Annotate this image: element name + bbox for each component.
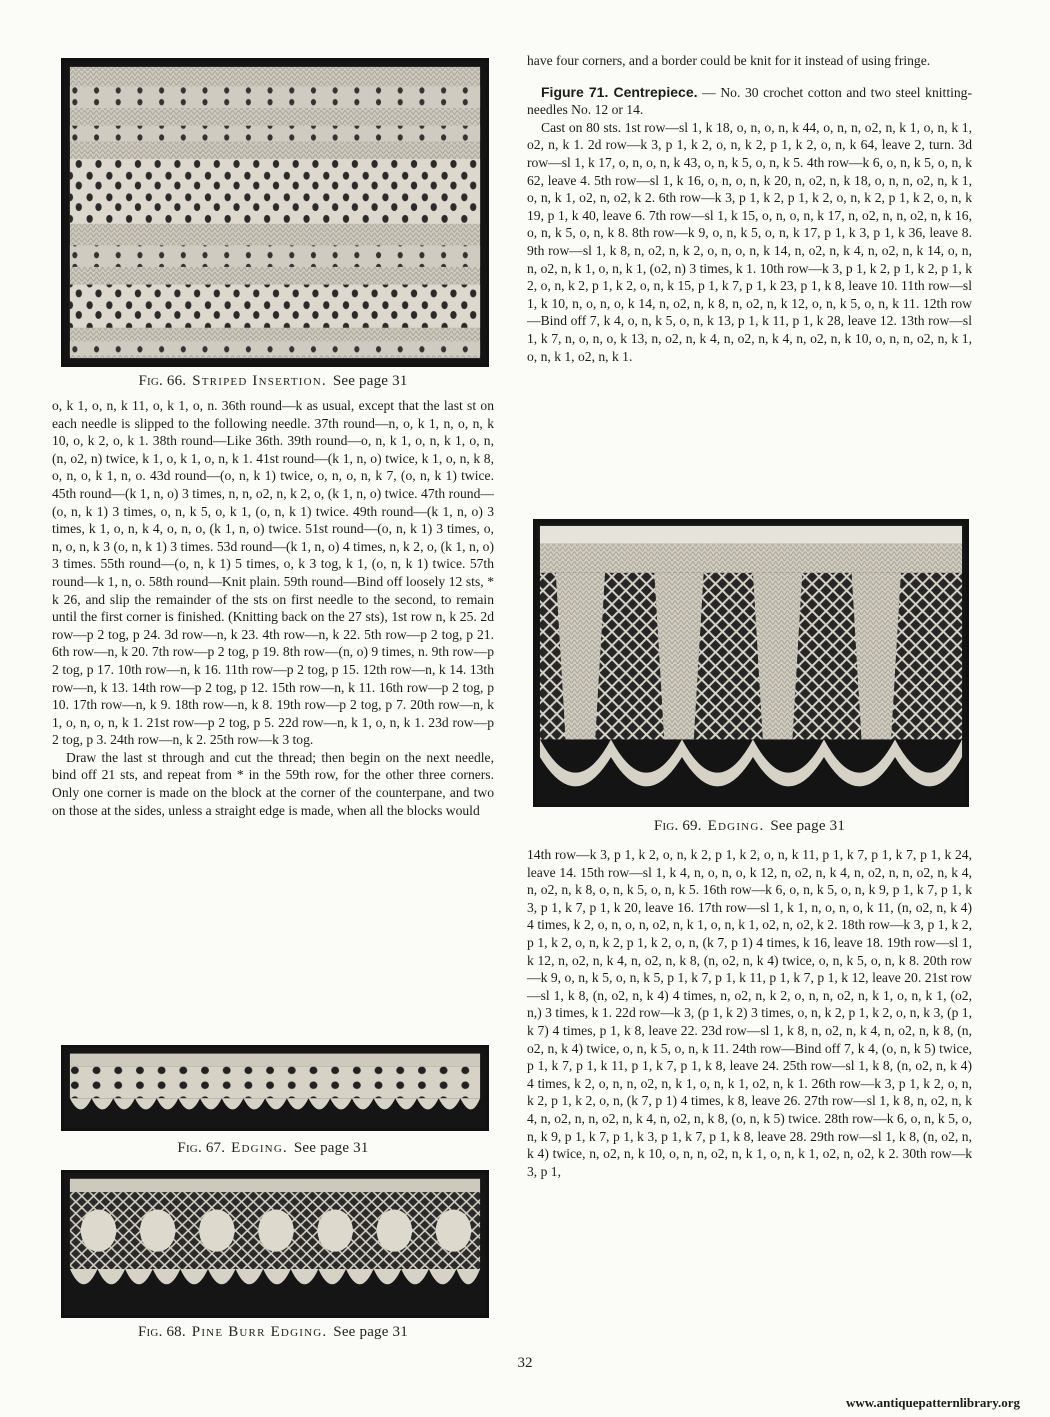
edging-photo (64, 1048, 486, 1128)
figure-67-image (61, 1045, 489, 1131)
figure-66-image (61, 58, 489, 367)
figure-label: Fig. 66. (138, 373, 187, 389)
pine-burr-edging-photo (64, 1173, 486, 1315)
figure-reference: See page 31 (293, 1140, 369, 1156)
figure-71-paragraph (527, 84, 972, 119)
figure-67-caption (52, 1140, 494, 1157)
figure-title: Edging. (231, 1140, 288, 1156)
figure-title: Edging. (707, 818, 765, 834)
figure-label: Fig. 67. (177, 1140, 226, 1156)
edging-photo (536, 522, 966, 804)
footer-url[interactable]: www.antiquepatternlibrary.org (845, 1395, 1020, 1410)
figure-66-caption (52, 373, 494, 390)
left-body-text (52, 397, 494, 819)
figure-68-caption (52, 1324, 494, 1341)
figure-reference: See page 31 (332, 373, 408, 389)
paragraph: Draw the last st through and cut the thread; then begin on the next needle, bind off 21 sts, and repeat from * in the 59th row, for the other three corners. Only one corner is made on the block at the corner of the counterpane, and two on those at the sides, unless a straight edge is made, when all the blocks would (52, 749, 494, 818)
figure-label: Fig. 69. (653, 818, 702, 834)
paragraph: Cast on 80 sts. 1st row—sl 1, k 18, o, n, o, n, k 44, o, n, n, o2, n, k 1, o, n, k 1, o2, n, k 1. 2d row—k 3, p 1, k 2, o, n, k 2, p 1, k 2, o, n, k 64, leave 2, turn. 3d row—sl 1, k 17, o, n, o, n, k 43, o, n, k 5, o, n, k 5. 4th row—k 6, o, n, k 5, o, n, k 62, leave 4. 5th row—sl 1, k 16, o, n, o, n, k 20, n, o2, n, k 18, o, n, n, o2, n, k 1, o, n, k 1, o2, n, o2, k 2. 6th row—k 3, p 1, k 2, p 1, k 2, o, n, k 2, p 1, k 2, o, n, k 19, p 1, k 40, leave 6. 7th row—sl 1, k 15, o, n, o, n, k 17, n, o2, n, n, o2, n, k 16, o, n, k 5, o, n, k 8. 8th row—k 9, o, n, k 5, o, n, k 17, p 1, k 3, p 1, k 36, leave 8. 9th row—sl 1, k 8, n, o2, n, k 2, o, n, o, n, k 14, n, o2, n, k 4, n, o2, n, k 14, o, n, n, o2, n, k 1, o, n, k 1, (o2, n) 3 times, k 1. 10th row—k 3, p 1, k 2, p 1, k 2, p 1, k 2, o, n, k 2, p 1, k 2, o, n, k 15, p 1, k 7, p 1, k 23, p 1, k 8, leave 10. 11th row—sl 1, k 10, n, o, n, o, k 14, n, o2, n, k 8, n, o2, n, k 12, o, n, k 5, o, n, k 11. 12th row—Bind off 7, k 4, o, n, k 5, o, n, k 13, p 1, k 11, p 1, k 28, leave 12. 13th row—sl 1, k 7, n, o, n, o, k 13, n, o2, n, k 4, n, o2, n, k 4, n, o2, n, k 10, o, n, n, o2, n, k 1, o, n, k 1, o2, n, k 1. (527, 119, 972, 364)
right-top-text (527, 52, 972, 365)
figure-68-image (61, 1170, 489, 1318)
figure-69-image (533, 519, 969, 807)
page-number: 32 (517, 1355, 533, 1371)
figure-reference: See page 31 (770, 818, 846, 834)
figure-title: Pine Burr Edging. (191, 1324, 328, 1340)
figure-label: Fig. 68. (138, 1324, 186, 1340)
paragraph: 14th row—k 3, p 1, k 2, o, n, k 2, p 1, k 2, o, n, k 11, p 1, k 7, p 1, k 7, p 1, k 24, leave 14. 15th row—sl 1, k 4, n, o, n, o, k 12, n, o2, n, k 4, n, o2, n, n, o2, n, k 4, n, o2, n, k 8, o, n, k 5, o, n, k 5. 16th row—k 6, o, n, k 5, o, n, k 9, p 1, k 7, p 1, k 3, p 1, k 7, p 1, k 20, leave 16. 17th row—sl 1, k 1, n, o, n, o, k 11, (n, o2, n, k 4) 4 times, k 2, o, n, o, n, o2, n, k 1, o, n, k 1, o2, n, o2, k 2. 18th row—k 3, p 1, k 2, p 1, k 2, o, n, k 2, p 1, k 2, o, n, (k 7, p 1) 4 times, k 16, leave 18. 19th row—sl 1, k 12, n, o2, n, k 4, n, o2, n, k 8, (n, o2, n, k 4) twice, o, n, k 5, o, n, k 8. 20th row—k 9, o, n, k 5, o, n, k 5, p 1, k 7, p 1, k 11, p 1, k 7, p 1, k 12, leave 20. 21st row—sl 1, k 8, (n, o2, n, k 4) 4 times, n, o2, n, k 2, o, n, n, o2, n, k 1, o, n, k 1, (o2, n,) 3 times, k 1. 22d row—k 3, (p 1, k 2) 3 times, o, n, k 2, p 1, k 2, o, n, k 3, (p 1, k 7) 4 times, p 1, k 8, leave 22. 23d row—sl 1, k 8, n, o2, n, k 4, n, o2, n, k 8, (n, o2, n, k 4) twice, o, n, k 5, o, n, k 11. 24th row—Bind off 7, k 4, (o, n, k 5) twice, p 1, k 7, p 1, k 11, p 1, k 7, p 1, k 8, leave 24. 25th row—sl 1, k 8, (n, o2, n, k 4) 4 times, k 2, o, n, n, o2, n, k 1, o, n, k 1, o2, n, k 1. 26th row—k 3, p 1, k 2, o, n, k 2, p 1, k 2, o, n, (k 7, p 1) 4 times, k 8, leave 26. 27th row—sl 1, k 8, n, o2, n, k 4, n, o2, n, n, o2, n, k 4, n, o2, n, k 8, (o, n, k 5) twice. 28th row—k 6, o, n, k 5, o, n, k 9, p 1, k 7, p 1, k 3, p 1, k 7, p 1, k 8, leave 28. 29th row—sl 1, k 8, (n, o2, n, k 4) twice, n, o2, n, k 10, o, n, n, o2, n, k 1, o, n, k 1, o2, n, o2, k 2. 30th row—k 3, p 1, (527, 847, 972, 1179)
figure-title: Striped Insertion. (192, 373, 327, 389)
figure-71-intro: — No. 30 crochet cotton and two steel knitting-needles No. 12 or 14. (527, 84, 972, 118)
paragraph: o, k 1, o, n, k 11, o, k 1, o, n. 36th round—k as usual, except that the last st on each needle is slipped to the following needle. 37th round—n, o, k 1, n, o, n, k 10, o, k 2, o, k 1. 38th round—Like 36th. 39th round—o, n, k 1, o, n, k 1, o, n, (n, o2, n) twice, k 1, o, k 1, o, n, k 1. 41st round—(k 1, n, o) twice, k 1, o, n, k 8, o, n, o, k 1, n, o. 43d round—(o, n, k 1) twice, o, n, o, n, k 7, (o, n, k 1) twice. 45th round—(k 1, n, o) 3 times, n, n, o2, n, k 2, o, (k 1, n, o) twice. 47th round—(o, n, k 1) 3 times, o, n, k 5, o, k 1, (o, n, k 1) twice. 49th round—(k 1, n, o) 3 times, k 1, o, n, k 4, o, n, o, (k 1, n, o) twice. 51st round—(o, n, k 1) 3 times, o, n, o, n, k 3 (o, n, k 1) 3 times. 53d round—(k 1, n, o) 4 times, n, k 2, o, (k 1, n, o) 3 times. 55th round—(o, n, k 1) 5 times, o, k 3 tog, k 1, (o, n, k 1) twice. 57th round—k 1, n, o. 58th round—Knit plain. 59th round—Bind off loosely 12 sts, * k 26, and slip the remainder of the sts on first needle to the second, to remain until the first corner is finished. (Knitting back on the 27 sts), 1st row n, k 25. 2d row—p 2 tog, p 24. 3d row—n, k 23. 4th row—n, k 22. 5th row—p 2 tog, p 21. 6th row—n, k 20. 7th row—p 2 tog, p 19. 8th row—(n, o) 9 times, n. 9th row—p 2 tog, p 17. 10th row—n, k 16. 11th row—p 2 tog, p 15. 12th row—n, k 14. 13th row—n, k 13. 14th row—p 2 tog, p 12. 15th row—n, k 11. 16th row—p 2 tog, p 10. 17th row—n, k 9. 18th row—n, k 8. 19th row—p 2 tog, p 7. 20th row—n, k 1, o, n, o, n, k 1. 21st row—p 2 tog, p 5. 22d row—n, k 1, o, n, k 1. 23d row—p 2 tog, p 3. 24th row—n, k 2. 25th row—k 3 tog. (52, 398, 494, 748)
right-bottom-text (527, 846, 972, 1180)
figure-71-heading: Figure 71. Centrepiece. (541, 83, 698, 100)
figure-69-caption (527, 818, 972, 835)
paragraph: have four corners, and a border could be knit for it instead of using fringe. (527, 53, 931, 68)
figure-reference: See page 31 (333, 1324, 408, 1340)
striped-insertion-photo (64, 61, 486, 364)
